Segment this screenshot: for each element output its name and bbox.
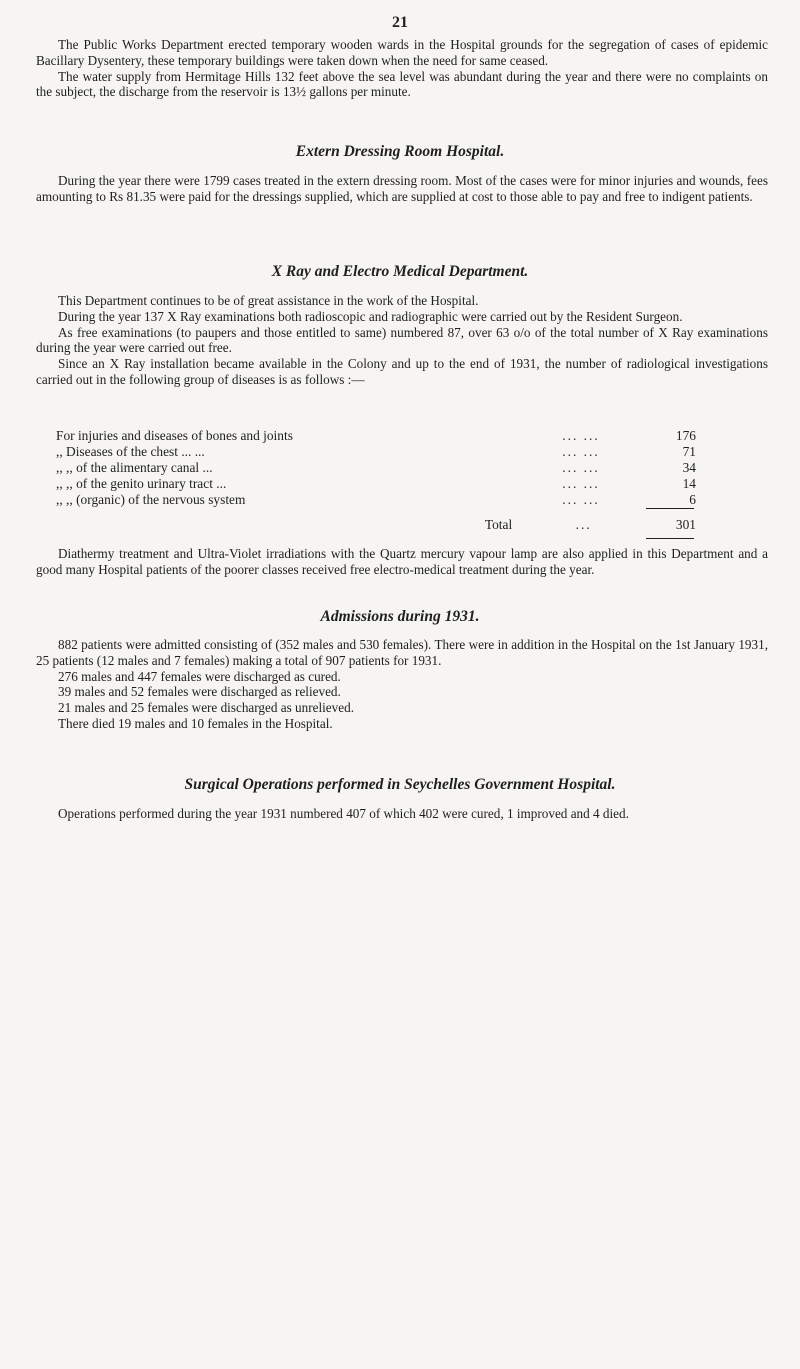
paragraph-cured: 276 males and 447 females were discharged as cured.	[58, 668, 341, 684]
row-label: ,, ,, (organic) of the nervous system	[56, 492, 246, 507]
row-label: For injuries and diseases of bones and joints	[56, 428, 293, 443]
row-dots: ... ...	[562, 460, 600, 475]
surgical-section	[36, 806, 768, 822]
total-value: 301	[675, 517, 696, 532]
row-value: 71	[682, 444, 696, 459]
row-value: 14	[682, 476, 696, 491]
paragraph-unrelieved: 21 males and 25 females were discharged as unrelieved.	[58, 700, 354, 716]
total-dots: ...	[575, 517, 592, 532]
page-number: 21	[392, 14, 408, 31]
public-works-section	[36, 37, 768, 100]
paragraph-radiological-investigations: Since an X Ray installation became available in the Colony and up to the end of 1931, the number of radiological investigations carried out in the following group of diseases is as follows :—	[36, 356, 768, 387]
paragraph-public-works: The Public Works Department erected temporary wooden wards in the Hospital grounds for the segregation of cases of epidemic Bacillary Dysentery, these temporary buildings were taken down when the need for same ceased.	[36, 37, 768, 68]
total-row	[56, 517, 696, 533]
table-row	[56, 476, 696, 492]
paragraph-operations: Operations performed during the year 1931 numbered 407 of which 402 were cured, 1 improved and 4 died.	[58, 806, 629, 821]
diathermy-section	[36, 546, 768, 578]
total-rule	[646, 538, 694, 539]
table-row	[56, 492, 696, 508]
paragraph-water-supply: The water supply from Hermitage Hills 132 feet above the sea level was abundant during the year and there were no complaints on the subject, the discharge from the reservoir is 13½ gallons per minute.	[36, 68, 768, 100]
row-dots: ... ...	[562, 444, 600, 459]
heading-surgical-operations: Surgical Operations performed in Seychelles Government Hospital.	[184, 776, 616, 793]
row-label: ,, ,, of the genito urinary tract ...	[56, 476, 227, 491]
extern-section	[36, 173, 768, 205]
heading-extern-dressing-room: Extern Dressing Room Hospital.	[295, 143, 505, 160]
row-value: 176	[675, 428, 696, 443]
paragraph-died: There died 19 males and 10 females in the Hospital.	[58, 715, 333, 731]
table-row	[56, 460, 696, 476]
row-dots: ... ...	[562, 428, 600, 443]
paragraph-xray-assistance: This Department continues to be of great assistance in the work of the Hospital.	[58, 293, 479, 308]
row-label: ,, Diseases of the chest ... ...	[56, 444, 205, 459]
row-label: ,, ,, of the alimentary canal ...	[56, 460, 213, 475]
paragraph-free-examinations: As free examinations (to paupers and those entitled to same) numbered 87, over 63 o/o of the total number of X Ray examinations during the year were carried out free.	[36, 324, 768, 356]
heading-xray-department: X Ray and Electro Medical Department.	[271, 263, 529, 280]
paragraph-relieved: 39 males and 52 females were discharged as relieved.	[58, 684, 341, 700]
row-dots: ... ...	[562, 476, 600, 491]
paragraph-extern-cases: During the year there were 1799 cases treated in the extern dressing room. Most of the cases were for minor injuries and wounds, fees amounting to Rs 81.35 were paid for the dressings supplied, which are supplied at cost to those able to pay and free to indigent patients.	[36, 173, 768, 204]
table-row	[56, 428, 696, 444]
admissions-section	[36, 637, 768, 732]
total-table	[56, 517, 696, 533]
disease-table	[56, 428, 696, 508]
row-dots: ... ...	[562, 492, 600, 507]
total-label: Total	[484, 517, 513, 532]
paragraph-xray-examinations: During the year 137 X Ray examinations both radioscopic and radiographic were carried out by the Resident Surgeon.	[58, 308, 683, 324]
xray-section	[36, 293, 768, 388]
paragraph-diathermy: Diathermy treatment and Ultra-Violet irradiations with the Quartz mercury vapour lamp are also applied in this Department and a good many Hospital patients of the poorer classes received free electro-medical treatment during the year.	[36, 546, 768, 577]
table-row	[56, 444, 696, 460]
row-value: 34	[682, 460, 696, 475]
subtotal-rule	[646, 508, 694, 509]
paragraph-admitted: 882 patients were admitted consisting of (352 males and 530 females). There were in addition in the Hospital on the 1st January 1931, 25 patients (12 males and 7 females) making a total of 907 patients for 1931.	[36, 637, 768, 668]
row-value: 6	[689, 492, 696, 507]
heading-admissions: Admissions during 1931.	[320, 608, 480, 625]
